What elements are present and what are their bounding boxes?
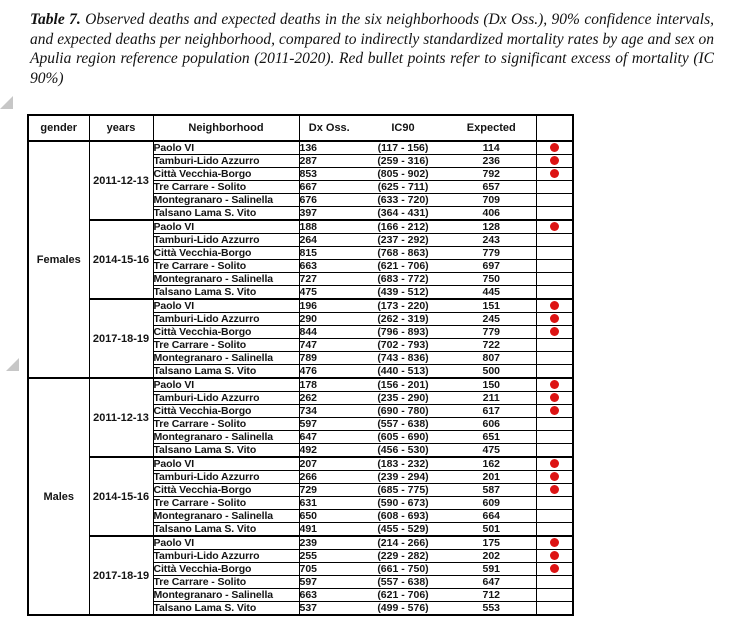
dx-oss-cell: 650	[299, 510, 359, 523]
expected-cell: 202	[447, 550, 536, 563]
dx-oss-cell: 597	[299, 576, 359, 589]
significance-cell	[536, 602, 573, 616]
expected-cell: 647	[447, 576, 536, 589]
dx-oss-cell: 647	[299, 431, 359, 444]
neighborhood-cell: Tamburi-Lido Azzurro	[153, 313, 299, 326]
ic90-cell: (455 - 529)	[359, 523, 447, 537]
gender-cell: Males	[28, 378, 89, 615]
ic90-cell: (262 - 319)	[359, 313, 447, 326]
significance-cell	[536, 168, 573, 181]
dx-oss-cell: 667	[299, 181, 359, 194]
dx-oss-cell: 266	[299, 471, 359, 484]
expected-cell: 445	[447, 286, 536, 300]
ic90-cell: (439 - 512)	[359, 286, 447, 300]
neighborhood-cell: Tre Carrare - Solito	[153, 497, 299, 510]
dx-oss-cell: 262	[299, 392, 359, 405]
ic90-cell: (364 - 431)	[359, 207, 447, 221]
ic90-cell: (183 - 232)	[359, 457, 447, 471]
expected-cell: 175	[447, 536, 536, 550]
significance-cell	[536, 339, 573, 352]
expected-cell: 591	[447, 563, 536, 576]
years-cell: 2014-15-16	[89, 220, 153, 299]
red-bullet-icon	[550, 564, 559, 573]
column-header-expected: Expected	[447, 115, 536, 141]
column-header-dx-oss: Dx Oss.	[299, 115, 359, 141]
significance-cell	[536, 313, 573, 326]
red-bullet-icon	[550, 327, 559, 336]
red-bullet-icon	[550, 393, 559, 402]
dx-oss-cell: 239	[299, 536, 359, 550]
significance-cell	[536, 536, 573, 550]
significance-cell	[536, 378, 573, 392]
ic90-cell: (173 - 220)	[359, 299, 447, 313]
ic90-cell: (633 - 720)	[359, 194, 447, 207]
expected-cell: 606	[447, 418, 536, 431]
significance-cell	[536, 365, 573, 379]
red-bullet-icon	[550, 472, 559, 481]
neighborhood-cell: Paolo VI	[153, 457, 299, 471]
significance-cell	[536, 273, 573, 286]
significance-cell	[536, 589, 573, 602]
significance-cell	[536, 260, 573, 273]
significance-cell	[536, 326, 573, 339]
dx-oss-cell: 734	[299, 405, 359, 418]
expected-cell: 128	[447, 220, 536, 234]
red-bullet-icon	[550, 156, 559, 165]
neighborhood-cell: Tamburi-Lido Azzurro	[153, 392, 299, 405]
neighborhood-cell: Paolo VI	[153, 299, 299, 313]
expected-cell: 245	[447, 313, 536, 326]
neighborhood-cell: Talsano Lama S. Vito	[153, 207, 299, 221]
ic90-cell: (456 - 530)	[359, 444, 447, 458]
neighborhood-cell: Tamburi-Lido Azzurro	[153, 471, 299, 484]
neighborhood-cell: Montegranaro - Salinella	[153, 273, 299, 286]
red-bullet-icon	[550, 538, 559, 547]
significance-cell	[536, 418, 573, 431]
neighborhood-cell: Montegranaro - Salinella	[153, 589, 299, 602]
ic90-cell: (621 - 706)	[359, 260, 447, 273]
ic90-cell: (805 - 902)	[359, 168, 447, 181]
dx-oss-cell: 663	[299, 589, 359, 602]
table-row	[28, 457, 573, 471]
expected-cell: 211	[447, 392, 536, 405]
expected-cell: 236	[447, 155, 536, 168]
neighborhood-cell: Tre Carrare - Solito	[153, 181, 299, 194]
neighborhood-cell: Paolo VI	[153, 378, 299, 392]
ic90-cell: (661 - 750)	[359, 563, 447, 576]
years-cell: 2017-18-19	[89, 536, 153, 615]
expected-cell: 792	[447, 168, 536, 181]
expected-cell: 501	[447, 523, 536, 537]
years-cell: 2011-12-13	[89, 141, 153, 220]
significance-cell	[536, 352, 573, 365]
neighborhood-cell: Paolo VI	[153, 220, 299, 234]
red-bullet-icon	[550, 380, 559, 389]
expected-cell: 651	[447, 431, 536, 444]
table-caption-label: Table 7.	[30, 11, 81, 28]
dx-oss-cell: 727	[299, 273, 359, 286]
ic90-cell: (796 - 893)	[359, 326, 447, 339]
significance-cell	[536, 576, 573, 589]
expected-cell: 243	[447, 234, 536, 247]
expected-cell: 553	[447, 602, 536, 616]
expected-cell: 114	[447, 141, 536, 155]
expected-cell: 750	[447, 273, 536, 286]
red-bullet-icon	[550, 301, 559, 310]
expected-cell: 657	[447, 181, 536, 194]
red-bullet-icon	[550, 314, 559, 323]
neighborhood-cell: Montegranaro - Salinella	[153, 352, 299, 365]
ic90-cell: (743 - 836)	[359, 352, 447, 365]
significance-cell	[536, 194, 573, 207]
dx-oss-cell: 290	[299, 313, 359, 326]
expected-cell: 150	[447, 378, 536, 392]
significance-cell	[536, 392, 573, 405]
neighborhood-cell: Talsano Lama S. Vito	[153, 286, 299, 300]
dx-oss-cell: 255	[299, 550, 359, 563]
expected-cell: 617	[447, 405, 536, 418]
significance-cell	[536, 550, 573, 563]
expected-cell: 475	[447, 444, 536, 458]
expected-cell: 807	[447, 352, 536, 365]
expected-cell: 664	[447, 510, 536, 523]
neighborhood-cell: Tamburi-Lido Azzurro	[153, 234, 299, 247]
ic90-cell: (166 - 212)	[359, 220, 447, 234]
expected-cell: 162	[447, 457, 536, 471]
dx-oss-cell: 188	[299, 220, 359, 234]
expected-cell: 779	[447, 247, 536, 260]
dx-oss-cell: 207	[299, 457, 359, 471]
neighborhood-cell: Montegranaro - Salinella	[153, 194, 299, 207]
significance-cell	[536, 563, 573, 576]
significance-cell	[536, 523, 573, 537]
significance-cell	[536, 220, 573, 234]
ic90-cell: (235 - 290)	[359, 392, 447, 405]
significance-cell	[536, 299, 573, 313]
significance-cell	[536, 181, 573, 194]
dx-oss-cell: 537	[299, 602, 359, 616]
neighborhood-cell: Tamburi-Lido Azzurro	[153, 155, 299, 168]
dx-oss-cell: 178	[299, 378, 359, 392]
years-cell: 2017-18-19	[89, 299, 153, 378]
neighborhood-cell: Città Vecchia-Borgo	[153, 563, 299, 576]
table-row	[28, 141, 573, 155]
ic90-cell: (608 - 693)	[359, 510, 447, 523]
table-row	[28, 220, 573, 234]
dx-oss-cell: 663	[299, 260, 359, 273]
column-header-gender: gender	[28, 115, 89, 141]
dx-oss-cell: 631	[299, 497, 359, 510]
red-bullet-icon	[550, 406, 559, 415]
dx-oss-cell: 492	[299, 444, 359, 458]
ic90-cell: (625 - 711)	[359, 181, 447, 194]
significance-cell	[536, 497, 573, 510]
neighborhood-cell: Tamburi-Lido Azzurro	[153, 550, 299, 563]
neighborhood-cell: Montegranaro - Salinella	[153, 431, 299, 444]
dx-oss-cell: 844	[299, 326, 359, 339]
significance-cell	[536, 510, 573, 523]
dx-oss-cell: 729	[299, 484, 359, 497]
dx-oss-cell: 264	[299, 234, 359, 247]
gender-cell: Females	[28, 141, 89, 378]
column-header-ic90: IC90	[359, 115, 447, 141]
expected-cell: 587	[447, 484, 536, 497]
selection-handle-icon	[0, 96, 13, 109]
significance-cell	[536, 234, 573, 247]
ic90-cell: (117 - 156)	[359, 141, 447, 155]
expected-cell: 151	[447, 299, 536, 313]
neighborhood-cell: Paolo VI	[153, 141, 299, 155]
header-row	[28, 115, 573, 141]
neighborhood-cell: Tre Carrare - Solito	[153, 576, 299, 589]
dx-oss-cell: 475	[299, 286, 359, 300]
red-bullet-icon	[550, 222, 559, 231]
dx-oss-cell: 491	[299, 523, 359, 537]
neighborhood-cell: Città Vecchia-Borgo	[153, 247, 299, 260]
expected-cell: 697	[447, 260, 536, 273]
column-header-significance	[536, 115, 573, 141]
dx-oss-cell: 196	[299, 299, 359, 313]
dx-oss-cell: 747	[299, 339, 359, 352]
significance-cell	[536, 155, 573, 168]
expected-cell: 709	[447, 194, 536, 207]
significance-cell	[536, 405, 573, 418]
neighborhood-cell: Città Vecchia-Borgo	[153, 168, 299, 181]
neighborhood-cell: Città Vecchia-Borgo	[153, 405, 299, 418]
ic90-cell: (590 - 673)	[359, 497, 447, 510]
dx-oss-cell: 397	[299, 207, 359, 221]
ic90-cell: (499 - 576)	[359, 602, 447, 616]
years-cell: 2014-15-16	[89, 457, 153, 536]
ic90-cell: (229 - 282)	[359, 550, 447, 563]
ic90-cell: (557 - 638)	[359, 576, 447, 589]
years-cell: 2011-12-13	[89, 378, 153, 457]
significance-cell	[536, 471, 573, 484]
selection-handle-icon	[6, 358, 19, 371]
ic90-cell: (156 - 201)	[359, 378, 447, 392]
dx-oss-cell: 853	[299, 168, 359, 181]
significance-cell	[536, 207, 573, 221]
dx-oss-cell: 705	[299, 563, 359, 576]
ic90-cell: (239 - 294)	[359, 471, 447, 484]
ic90-cell: (685 - 775)	[359, 484, 447, 497]
ic90-cell: (621 - 706)	[359, 589, 447, 602]
ic90-cell: (557 - 638)	[359, 418, 447, 431]
significance-cell	[536, 444, 573, 458]
significance-cell	[536, 286, 573, 300]
dx-oss-cell: 676	[299, 194, 359, 207]
ic90-cell: (605 - 690)	[359, 431, 447, 444]
column-header-years: years	[89, 115, 153, 141]
red-bullet-icon	[550, 485, 559, 494]
dx-oss-cell: 287	[299, 155, 359, 168]
column-header-neighborhood: Neighborhood	[153, 115, 299, 141]
expected-cell: 406	[447, 207, 536, 221]
neighborhood-cell: Tre Carrare - Solito	[153, 339, 299, 352]
significance-cell	[536, 484, 573, 497]
expected-cell: 779	[447, 326, 536, 339]
ic90-cell: (214 - 266)	[359, 536, 447, 550]
dx-oss-cell: 476	[299, 365, 359, 379]
ic90-cell: (702 - 793)	[359, 339, 447, 352]
table-row	[28, 378, 573, 392]
table-row	[28, 299, 573, 313]
significance-cell	[536, 457, 573, 471]
neighborhood-cell: Città Vecchia-Borgo	[153, 484, 299, 497]
ic90-cell: (440 - 513)	[359, 365, 447, 379]
dx-oss-cell: 136	[299, 141, 359, 155]
significance-cell	[536, 247, 573, 260]
dx-oss-cell: 597	[299, 418, 359, 431]
red-bullet-icon	[550, 143, 559, 152]
neighborhood-cell: Paolo VI	[153, 536, 299, 550]
significance-cell	[536, 431, 573, 444]
significance-cell	[536, 141, 573, 155]
ic90-cell: (690 - 780)	[359, 405, 447, 418]
table-caption	[30, 10, 714, 88]
neighborhood-cell: Montegranaro - Salinella	[153, 510, 299, 523]
dx-oss-cell: 789	[299, 352, 359, 365]
table-caption-text: Observed deaths and expected deaths in the six neighborhoods (Dx Oss.), 90% confidence intervals, and expected deaths per neighborhood, compared to indirectly standardized mortality rates by age and sex on Apulia region reference population (2011-2020). Red bullet points refer to significant excess of mortality (IC 90%)	[30, 11, 714, 87]
expected-cell: 201	[447, 471, 536, 484]
table-row	[28, 536, 573, 550]
expected-cell: 609	[447, 497, 536, 510]
neighborhood-cell: Tre Carrare - Solito	[153, 260, 299, 273]
red-bullet-icon	[550, 169, 559, 178]
expected-cell: 500	[447, 365, 536, 379]
dx-oss-cell: 815	[299, 247, 359, 260]
neighborhood-cell: Talsano Lama S. Vito	[153, 365, 299, 379]
expected-cell: 722	[447, 339, 536, 352]
expected-cell: 712	[447, 589, 536, 602]
neighborhood-cell: Talsano Lama S. Vito	[153, 523, 299, 537]
red-bullet-icon	[550, 459, 559, 468]
ic90-cell: (683 - 772)	[359, 273, 447, 286]
ic90-cell: (768 - 863)	[359, 247, 447, 260]
neighborhood-cell: Città Vecchia-Borgo	[153, 326, 299, 339]
red-bullet-icon	[550, 551, 559, 560]
neighborhood-cell: Talsano Lama S. Vito	[153, 444, 299, 458]
ic90-cell: (237 - 292)	[359, 234, 447, 247]
neighborhood-cell: Tre Carrare - Solito	[153, 418, 299, 431]
neighborhood-cell: Talsano Lama S. Vito	[153, 602, 299, 616]
mortality-table	[27, 114, 574, 616]
ic90-cell: (259 - 316)	[359, 155, 447, 168]
